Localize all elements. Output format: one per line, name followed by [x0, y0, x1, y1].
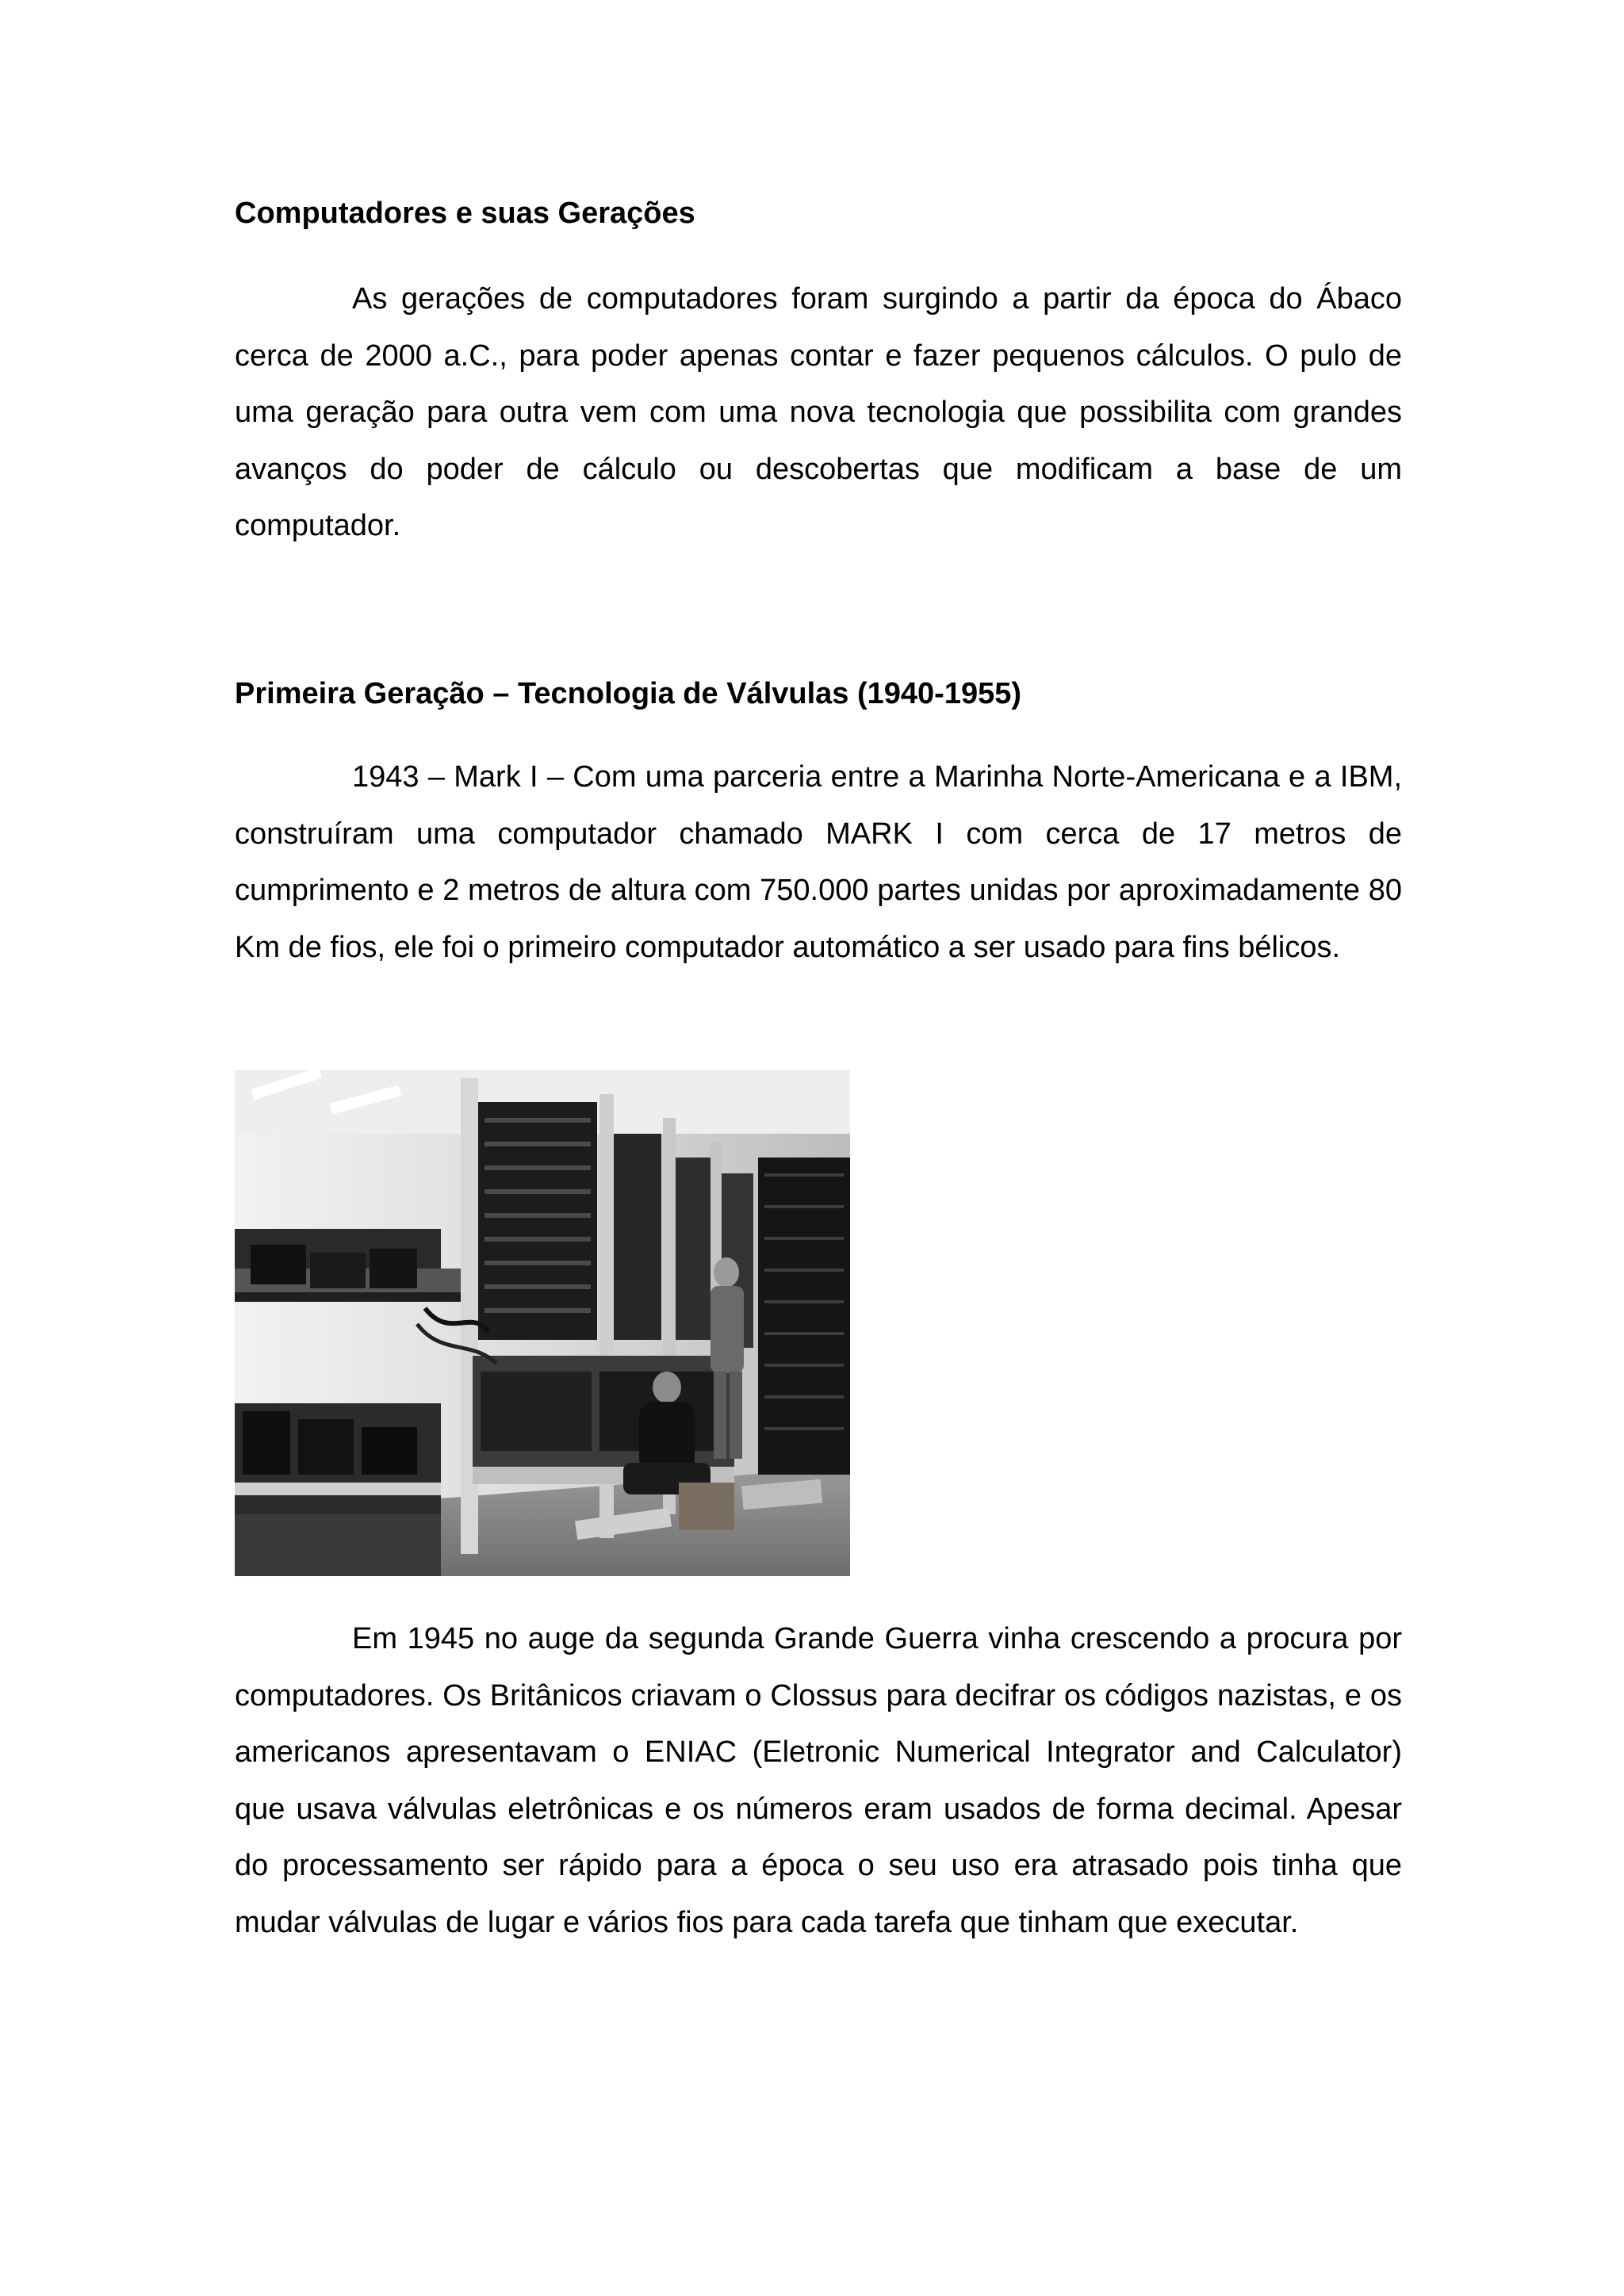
- intro-paragraph: As gerações de computadores foram surgindo a partir da época do Ábaco cerca de 2000 a.C., para poder apenas contar e fazer pequenos cálculos. O pulo de uma geração para outra vem com uma nova tecnologia que possibilita com grandes avanços do poder de cálculo ou descobertas que modificam a base de um computador.: [235, 282, 1402, 542]
- mark-i-photo: [235, 1070, 850, 1576]
- section-title: Computadores e suas Gerações: [235, 197, 695, 230]
- first-generation-title: Primeira Geração – Tecnologia de Válvulas (1940-1955): [235, 677, 1022, 710]
- mark-i-paragraph: 1943 – Mark I – Com uma parceria entre a Marinha Norte-Americana e a IBM, construíram uma computador chamado MARK I com cerca de 17 metros de cumprimento e 2 metros de altura com 750.000 partes unidas por aproximadamente 80 Km de fios, ele foi o primeiro computador automático a ser usado para fins bélicos.: [235, 760, 1402, 964]
- eniac-paragraph: Em 1945 no auge da segunda Grande Guerra vinha crescendo a procura por computadores. Os Britânicos criavam o Clossus para decifrar os códigos nazistas, e os americanos apresentavam o ENIAC (Eletronic Numerical Integrator and Calculator) que usava válvulas eletrônicas e os números eram usados de forma decimal. Apesar do processamento ser rápido para a época o seu uso era atrasado pois tinha que mudar válvulas de lugar e vários fios para cada tarefa que tinham que executar.: [235, 1622, 1402, 1939]
